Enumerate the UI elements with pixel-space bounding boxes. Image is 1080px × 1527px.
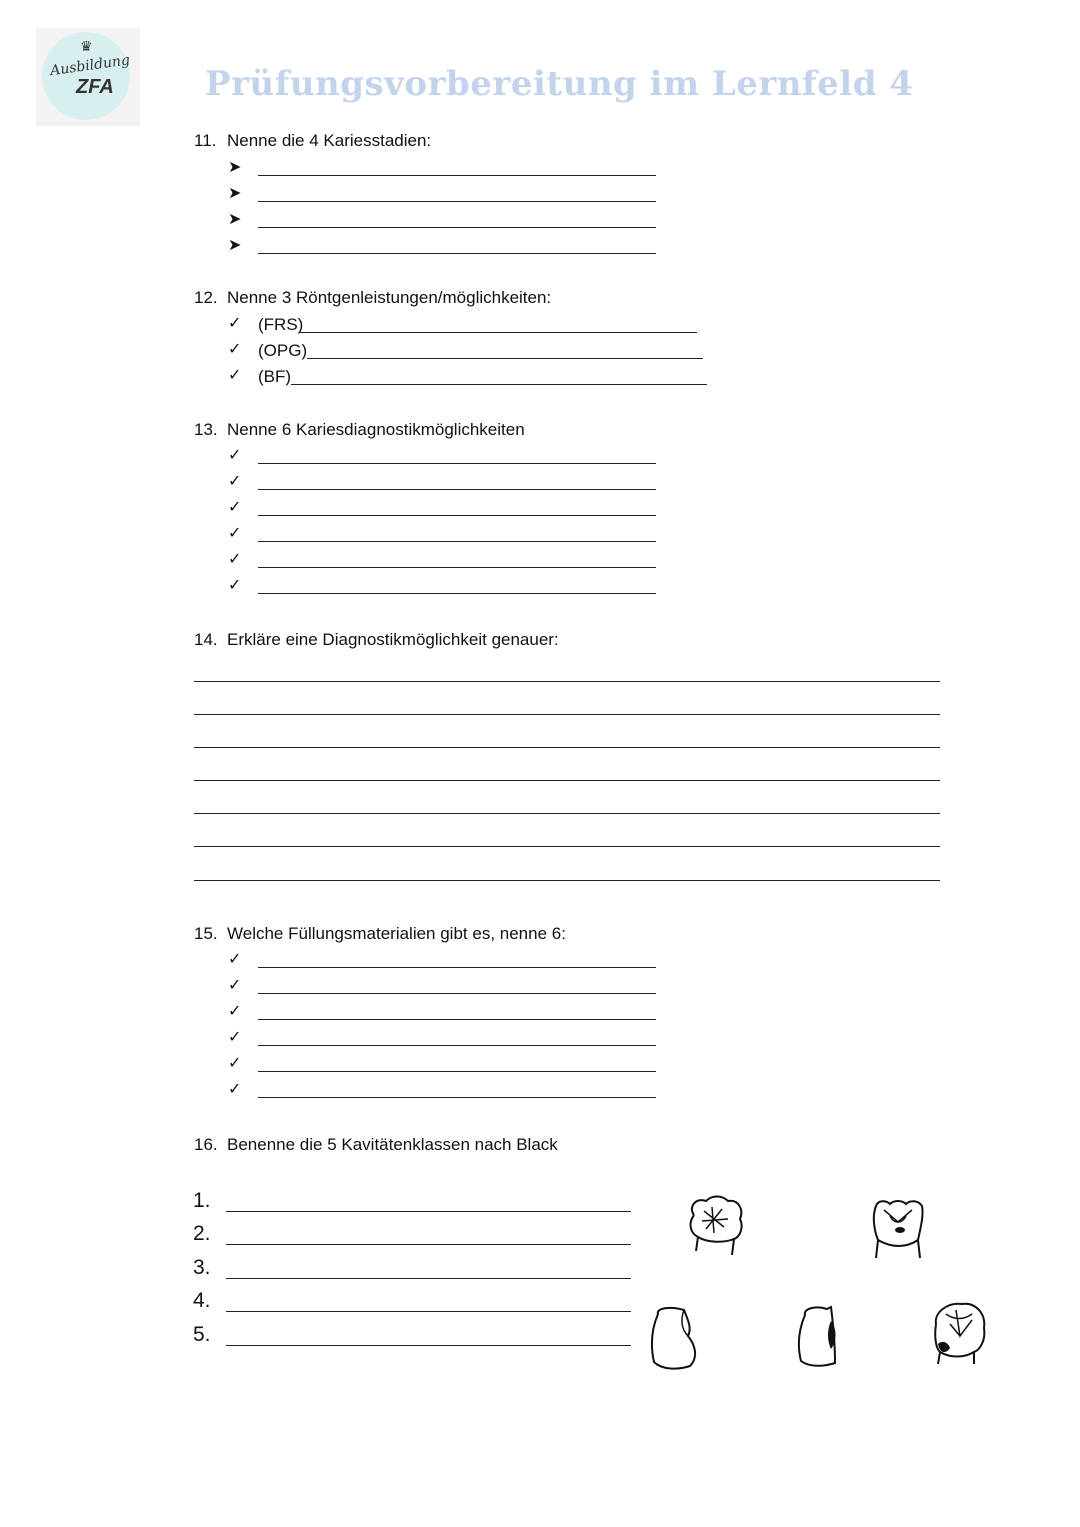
answer-line[interactable] [307,358,703,359]
answer-line[interactable] [258,253,656,254]
answer-line[interactable] [194,846,940,847]
question-text: Erkläre eine Diagnostikmöglichkeit genauer: [227,630,559,649]
answer-line[interactable] [258,967,656,968]
logo-brand-text: ZFA [76,76,114,98]
answer-line[interactable] [258,1097,656,1098]
item-label: (OPG) [258,341,308,360]
answer-line[interactable] [258,515,656,516]
check-icon: ✓ [228,1003,242,1020]
answer-line[interactable] [299,332,697,333]
answer-line[interactable] [194,714,940,715]
check-icon: ✓ [228,577,242,594]
question-number: 13. [194,420,218,439]
answer-line[interactable] [258,227,656,228]
check-icon: ✓ [228,951,242,968]
answer-line[interactable] [194,747,940,748]
answer-line[interactable] [226,1311,631,1312]
logo-script-text: Ausbildung [49,52,131,80]
tooth-crown-icon [928,1300,990,1366]
question-text: Benenne die 5 Kavitätenklassen nach Black [227,1135,558,1154]
check-icon: ✓ [228,499,242,516]
arrow-bullet-icon: ➤ [228,185,242,202]
answer-line[interactable] [226,1244,631,1245]
arrow-bullet-icon: ➤ [228,159,242,176]
list-number: 2. [193,1222,211,1245]
list-number: 3. [193,1256,211,1279]
question-15 [194,924,566,944]
arrow-bullet-icon: ➤ [228,237,242,254]
question-text: Nenne die 4 Kariesstadien: [227,131,432,150]
check-icon: ✓ [228,525,242,542]
check-icon: ✓ [228,367,242,384]
question-14 [194,630,559,650]
check-icon: ✓ [228,977,242,994]
check-icon: ✓ [228,1055,242,1072]
question-12 [194,288,551,308]
answer-line[interactable] [226,1345,631,1346]
answer-line[interactable] [226,1211,631,1212]
question-text: Nenne 3 Röntgenleistungen/möglichkeiten: [227,288,552,307]
tooth-occlusal-icon [684,1193,746,1259]
answer-line[interactable] [226,1278,631,1279]
question-number: 16. [194,1135,218,1154]
answer-line[interactable] [194,880,940,881]
check-icon: ✓ [228,341,242,358]
check-icon: ✓ [228,1029,242,1046]
tooth-molar-side-icon [648,1304,702,1372]
question-number: 11. [194,131,217,150]
list-number: 5. [193,1323,211,1346]
tooth-premolar-side-icon [795,1303,843,1369]
item-label: (FRS) [258,315,304,334]
question-13 [194,420,525,440]
check-icon: ✓ [228,473,242,490]
question-number: 14. [194,630,218,649]
check-icon: ✓ [228,315,242,332]
answer-line[interactable] [258,463,656,464]
logo [36,28,140,126]
answer-line[interactable] [258,1019,656,1020]
list-number: 1. [193,1189,211,1212]
answer-line[interactable] [258,541,656,542]
arrow-bullet-icon: ➤ [228,211,242,228]
answer-line[interactable] [258,567,656,568]
crown-icon: ♛ [80,38,93,54]
answer-line[interactable] [258,201,656,202]
question-11 [194,131,431,151]
answer-line[interactable] [291,384,707,385]
answer-line[interactable] [258,1045,656,1046]
question-number: 12. [194,288,218,307]
answer-line[interactable] [258,1071,656,1072]
question-text: Nenne 6 Kariesdiagnostikmöglichkeiten [227,420,525,439]
page-title: Prüfungsvorbereitung im Lernfeld 4 [205,64,914,104]
question-text: Welche Füllungsmaterialien gibt es, nenne 6: [227,924,566,943]
check-icon: ✓ [228,447,242,464]
answer-line[interactable] [258,993,656,994]
question-16 [194,1135,558,1155]
question-number: 15. [194,924,218,943]
tooth-incisal-icon [868,1196,928,1262]
answer-line[interactable] [258,175,656,176]
answer-line[interactable] [194,681,940,682]
answer-line[interactable] [194,813,940,814]
answer-line[interactable] [258,593,656,594]
check-icon: ✓ [228,1081,242,1098]
item-label: (BF) [258,367,292,386]
list-number: 4. [193,1289,211,1312]
answer-line[interactable] [194,780,940,781]
answer-line[interactable] [258,489,656,490]
check-icon: ✓ [228,551,242,568]
